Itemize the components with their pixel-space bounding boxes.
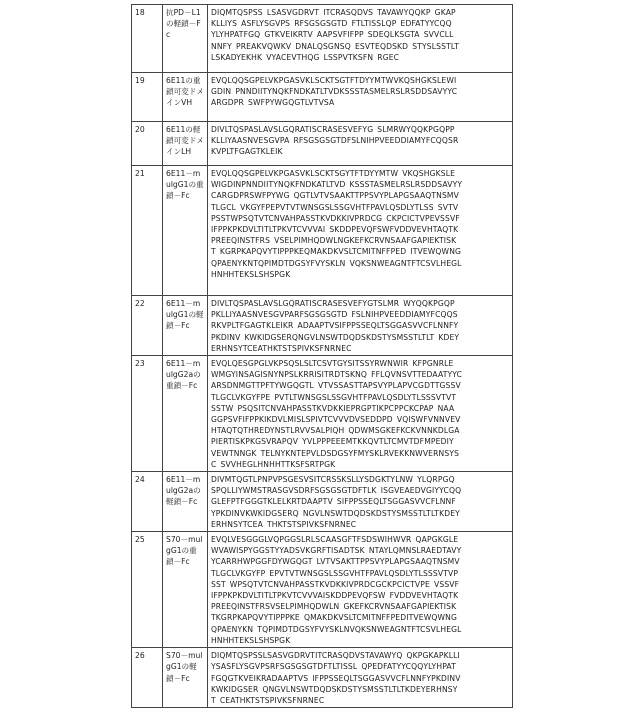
sequence-line: TLGCLVKGYFP EPVTVTWNSGSLSSGVHTFPAVLQSDLYTLSSSVTVP: [211, 568, 509, 579]
amino-acid-sequence: [208, 5, 513, 73]
sequence-description: 抗PD－L1の軽鎖－Fc: [163, 5, 208, 73]
sequence-line: DIQMTQSPSS LSASVGDRVT ITCRASQDVS TAVAWYQQKP GKAP: [211, 7, 509, 18]
sequence-description: 6E11－mulgG2aの軽鎖－Fc: [163, 472, 208, 532]
sequence-line: EVQLQQSGPELVKPGASVKLSCKTSGYTFTDYYMTW VKQSHGKSLE: [211, 168, 509, 179]
sequence-number: 20: [132, 122, 163, 166]
sequence-line: ERHNSYTCEATHKTSTSPIVKSFNRNEC: [211, 343, 509, 354]
sequence-description: S70－mulgG1の軽鎖－Fc: [163, 648, 208, 708]
sequence-line: KLLIYAASNVESGVPA RFSGSGSGTDFSLNIHPVEEDDIAMYFCQQSR: [211, 135, 509, 146]
table-row: [132, 356, 513, 472]
sequence-line: GDIN PNNDIITYNQKFNDKATLTVDKSSSTASMELRSLRSDDSAVYYC: [211, 86, 509, 97]
sequence-line: YLYHPATFGQ GTKVEIKRTV AAPSVFIFPP SDEQLKSGTA SVVCLL: [211, 29, 509, 40]
sequence-number: 25: [132, 532, 163, 648]
sequence-line: RKVPLTFGAGTKLEIKR ADAAPTVSIFPPSSEQLTSGGASVVCFLNNFY: [211, 320, 509, 331]
sequence-line: CARGDPRSWFPYWG QGTLVTVSAAKTTPPSVYPLAPGSAAQTNSMV: [211, 190, 509, 201]
sequence-line: VEWTNNGK TELNYKNTEPVLDSDGSYFMYSKLRVEKKNWVERNSYS: [211, 448, 509, 459]
sequence-line: C SVVHEGLHNHHTTKSFSRTPGK: [211, 459, 509, 470]
sequence-description: 6E11－mulgG1の重鎖－Fc: [163, 166, 208, 296]
table-row: [132, 472, 513, 532]
sequence-description: 6E11－mulgG1の軽鎖－Fc: [163, 296, 208, 356]
sequence-line: LSKADYEKHK VYACEVTHQG LSSPVTKSFN RGEC: [211, 52, 509, 63]
sequence-line: IFPPKPKDVLTITLTPKVTCVVVAI SKDDPEVQFSWFVDDVEVHTAQTK: [211, 224, 509, 235]
sequence-line: PREEQINSTFRSVSELPIMHQDWLN GKEFKCRVNSAAFGAPIEKTISK: [211, 601, 509, 612]
amino-acid-sequence: [208, 296, 513, 356]
sequence-line: TLGCL VKGYFPEPVTVTWNSGSLSSGVHTFPAVLQSDLYTLSS SVTV: [211, 202, 509, 213]
sequence-line: HNHHTEKSLSHSPGK: [211, 635, 509, 646]
amino-acid-sequence: [208, 122, 513, 166]
sequence-line: EVQLVESGGGLVQPGGSLRLSCAASGFTFSDSWIHWVR QAPGKGLE: [211, 534, 509, 545]
table-row: [132, 166, 513, 296]
sequence-description: 6E11－mulgG2aの重鎖－Fc: [163, 356, 208, 472]
table-row: [132, 648, 513, 708]
sequence-description: S70－mulgG1の重鎖－Fc: [163, 532, 208, 648]
sequence-number: 26: [132, 648, 163, 708]
sequence-line: YPKDINVKWKIDGSERQ NGVLNSWTDQDSKDSTYSMSSTLTLTKDEY: [211, 508, 509, 519]
table-row: [132, 122, 513, 166]
sequence-line: SST WPSQTVTCNVAHPASSTKVDKKIVPRDCGCKPCICTVPE VSSVF: [211, 579, 509, 590]
sequence-line: NNFY PREAKVQWKV DNALQSGNSQ ESVTEQDSKD STYSLSSTLT: [211, 41, 509, 52]
sequence-line: ARGDPR SWFPYWGQGTLVTVSA: [211, 97, 509, 108]
sequence-line: YCARRHWPGGFDYWGQGT LVTVSAKTTPPSVYPLAPGSAAQTNSMV: [211, 556, 509, 567]
sequence-line: GGPSVFIFPPKIKDVLMISLSPIVTCVVVDVSEDDPD VQISWFVNNVEV: [211, 414, 509, 425]
sequence-line: SSTW PSQSITCNVAHPASSTKVDKKIEPRGPTIKPCPPCKCPAP NAA: [211, 403, 509, 414]
amino-acid-sequence: [208, 532, 513, 648]
sequence-number: 24: [132, 472, 163, 532]
sequence-line: YSASFLYSGVPSRFSGSGSGTDFTLTISSL QPEDFATYYCQQYLYHPAT: [211, 661, 509, 672]
amino-acid-sequence: [208, 356, 513, 472]
sequence-line: PREEQINSTFRS VSELPIMHQDWLNGKEFKCRVNSAAFGAPIEKTISK: [211, 235, 509, 246]
amino-acid-sequence: [208, 166, 513, 296]
sequence-line: PKDINV KWKIDGSERQNGVLNSWTDQDSKDSTYSMSSTLTLT KDEY: [211, 332, 509, 343]
sequence-number: 23: [132, 356, 163, 472]
sequence-number: 19: [132, 73, 163, 122]
sequence-line: DIVMTQGTLPNPVPSGESVSITCRSSKSLLYSDGKTYLNW YLQRPGQ: [211, 474, 509, 485]
sequence-line: ERHNSYTCEA THKTSTSPIVKSFNRNEC: [211, 519, 509, 530]
amino-acid-sequence: [208, 648, 513, 708]
sequence-line: WIGDINPNNDIITYNQKFNDKATLTVD KSSSTASMELRSLRSDDSAVYY: [211, 179, 509, 190]
sequence-line: PKLLIYAASNVESGVPARFSGSGSGTD FSLNIHPVEEDDIAMYFCQQS: [211, 309, 509, 320]
sequence-line: EVQLQESGPGLVKPSQSLSLTCSVTGYSITSSYRWNWIR KFPGNRLE: [211, 358, 509, 369]
sequence-line: QPAENYKNTQPIMDTDGSYFVYSKLN VQKSNWEAGNTFTCSVLHEGL: [211, 258, 509, 269]
sequence-line: WVAWISPYGGSTYYADSVKGRFTISADTSK NTAYLQMNSLRAEDTAVY: [211, 545, 509, 556]
sequence-line: GLEFPTFGGGTKLELKRTDAAPTV SIFPPSSEQLTSGGASVVCFLNNF: [211, 496, 509, 507]
sequence-description: 6E11の軽鎖可変ドメインLH: [163, 122, 208, 166]
sequence-table: [131, 4, 513, 708]
sequence-line: IFPPKPKDVLTITLTPKVTCVVVAISKDDPEVQFSW FVDDVEVHTAQTK: [211, 590, 509, 601]
sequence-line: WMGYINSAGISNYNPSLKRRISITRDTSKNQ FFLQVNSVTTEDAATYYC: [211, 369, 509, 380]
sequence-line: HTAQTQTHREDYNSTLRVVSALPIQH QDWMSGKEFKCKVNNKDLGA: [211, 425, 509, 436]
sequence-description: 6E11の重鎖可変ドメインVH: [163, 73, 208, 122]
sequence-line: DIQMTQSPSSLSASVGDRVTITCRASQDVSTAVAWYQ QKPGKAPKLLI: [211, 650, 509, 661]
sequence-number: 22: [132, 296, 163, 356]
amino-acid-sequence: [208, 73, 513, 122]
sequence-line: SPQLLIYWMSTRASGVSDRFSGSGSGTDFTLK ISGVEAEDVGIYYCQQ: [211, 485, 509, 496]
sequence-number: 18: [132, 5, 163, 73]
sequence-line: DIVLTQSPASLAVSLGQRATISCRASESVEFYG SLMRWYQQKPGQPP: [211, 124, 509, 135]
table-row: [132, 5, 513, 73]
sequence-number: 21: [132, 166, 163, 296]
sequence-line: T CEATHKTSTSPIVKSFNRNEC: [211, 695, 509, 706]
sequence-line: T KGRPKAPQVYTIPPPKEQMAKDKVSLTCMITNFFPED ITVEWQWNG: [211, 246, 509, 257]
sequence-line: TLGCLVKGYFPE PVTLTWNSGSLSSGVHTFPAVLQSDLYTLSSSVTVT: [211, 392, 509, 403]
sequence-table-body: [132, 5, 513, 708]
sequence-line: PSSTWPSQTVTCNVAHPASSTKVDKKIVPRDCG CKPCICTVPEVSSVF: [211, 213, 509, 224]
sequence-line: EVQLQQSGPELVKPGASVKLSCKTSGTFTDYYMTWVKQSHGKSLEWI: [211, 75, 509, 86]
table-row: [132, 532, 513, 648]
sequence-line: TKGRPKAPQVYTIPPPKE QMAKDKVSLTCMITNFFPEDITVEWQWNG: [211, 612, 509, 623]
table-row: [132, 73, 513, 122]
sequence-line: PIERTISKPKGSVRAPQV YVLPPPEEEMTKKQVTLTCMVTDFMPEDIY: [211, 436, 509, 447]
sequence-line: KWKIDGSER QNGVLNSWTDQDSKDSTYSMSSTLTLTKDEYERHNSY: [211, 684, 509, 695]
table-row: [132, 296, 513, 356]
sequence-line: HNHHTEKSLSHSPGK: [211, 269, 509, 280]
sequence-line: QPAENYKN TQPIMDTDGSYFVYSKLNVQKSNWEAGNTFTCSVLHEGL: [211, 624, 509, 635]
sequence-line: ARSDNMGTTPFTYWGQGTL VTVSSASTTAPSVYPLAPVCGDTTGSSV: [211, 380, 509, 391]
sequence-line: FGQGTKVEIKRADAAPTVS IFPPSSEQLTSGGASVVCFLNNFYPKDINV: [211, 673, 509, 684]
sequence-line: DIVLTQSPASLAVSLGQRATISCRASESVEFYGTSLMR WYQQKPGQP: [211, 298, 509, 309]
sequence-line: KLLIYS ASFLYSGVPS RFSGSGSGTD FTLTISSLQP EDFATYYCQQ: [211, 18, 509, 29]
sequence-line: KVPLTFGAGTKLEIK: [211, 146, 509, 157]
amino-acid-sequence: [208, 472, 513, 532]
